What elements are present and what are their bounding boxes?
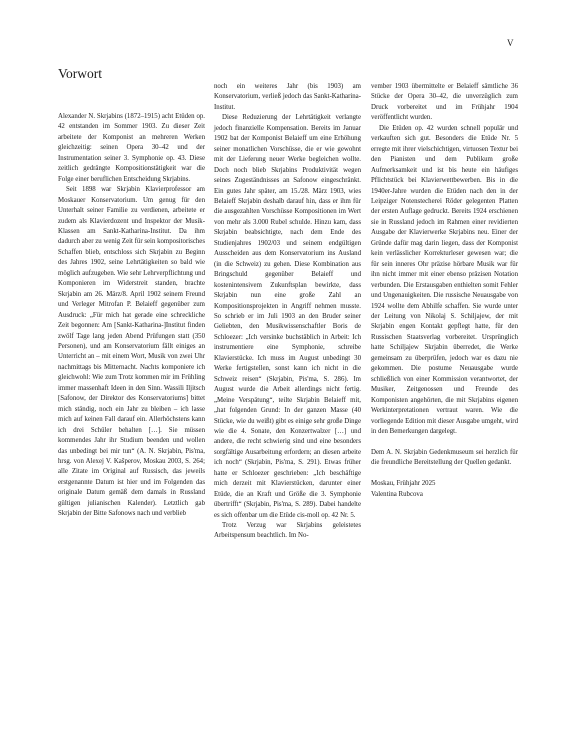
text-column-1 bbox=[58, 112, 205, 520]
page-number: V bbox=[507, 38, 514, 48]
text-column-3 bbox=[371, 82, 518, 500]
paragraph: Diese Reduzierung der Lehrtätigkeit verlangte jedoch finanzielle Kompensation. Bereits im Januar 1902 bat der Komponist Belaieff um eine Erhöhung seiner monatlichen Vorschüsse, die er wie gewohnt mit der Lieferung neuer Werke begleichen wollte. Doch noch blieb Skrjabins Produktivität wegen seines Zugeständnisses an Safonow eingeschränkt. Ein gutes Jahr später, am 15./28. März 1903, wies Belaieff Skrjabin deshalb darauf hin, dass er ihm für die ausgezahlten Vorschüsse Kompositionen im Wert von mehr als 3.000 Rubel schulde. Hinzu kam, dass Skrjabin beabsichtigte, nach dem Ende des Studienjahres 1902/03 und seinem endgültigen Ausscheiden aus dem Konservatorium ins Ausland (in die Schweiz) zu gehen. Diese Kombination aus Bringschuld gegenüber Belaieff und kostenintensivem Zukunftsplan bewirkte, dass Skrjabin nun eine große Zahl an Kompositionsprojekten in Angriff nehmen musste. So schrieb er im Juli 1903 an den Bruder seiner Geliebten, den Musikwissenschaftler Boris de Schloezer: „Ich versinke buchstäblich in Arbeit: Ich instrumentiere eine Symphonie, schreibe Klavierstücke. Ich muss im August unbedingt 30 Werke fertigstellen, sonst kann ich nicht in die Schweiz reisen“ (Skrjabin, Pis'ma, S. 286). Im August wurde die Arbeit allerdings nicht fertig. „Meine Verspätung“, teilte Skrjabin Belaieff mit, „hat folgenden Grund: In der ganzen Masse (40 Stücke, wie du weißt) gibt es einige sehr große Dinge wie die 4. Sonate, den Konzertwalzer […] und andere, die recht schwierig sind und eine besonders sorgfältige Ausarbeitung erfordern; an diesen arbeite ich noch“ (Skrjabin, Pis'ma, S. 291). Etwas früher hatte er Schloezer geschrieben: „Ich beschäftige mich derzeit mit Klavierstücken, darunter einer Etüde, die an Kraft und Größe die 3. Symphonie übertrifft“ (Skrjabin, Pis'ma, S. 289). Dabei handelte es sich offenbar um die Etüde cis-moll op. 42 Nr. 5. bbox=[214, 114, 361, 519]
paragraph: Alexander N. Skrjabins (1872–1915) acht Etüden op. 42 entstanden im Sommer 1903. Zu dieser Zeit arbeitete der Komponist an mehreren Werken gleichzeitig: seinen Opera 30–42 und der Instrumentation seiner 3. Symphonie op. 43. Diese zeitlich gedrängte Kompositionstätigkeit war die Folge einer beruflichen Entscheidung Skrjabins. bbox=[58, 113, 205, 183]
text-column-2 bbox=[214, 82, 361, 542]
paragraph: Die Etüden op. 42 wurden schnell populär und verkauften sich gut. Besonders die Etüde Nr. 5 erregte mit ihrer vielschichtigen, virtuosen Textur bei den Pianisten und dem Publikum große Aufmerksamkeit und ist bis heute ein häufiges Pflichtstück bei Klavierwettbewerben. Bis in die 1940er-Jahre wurden die Etüden nach den in der Leipziger Notenstecherei Röder gelegenten Platten der ersten Auflage gedruckt. Bereits 1924 erschienen sie in Russland jedoch im Rahmen einer revidierten Ausgabe der Klavierwerke Skrjabins neu. Einer der Gründe dafür mag darin liegen, dass der Komponist kein verlässlicher Korrekturleser gewesen war; die für sein inneres Ohr präzise hörbare Musik war für ihn nicht immer mit einer ebenso präzisen Notation verbunden. Die Erstausgaben enthielten somit Fehler und Ungenauigkeiten. Die russische Neuausgabe von 1924 wollte dem Abhilfe schaffen. Sie wurde unter der Leitung von Nikolaj S. Schiljajew, der mit Skrjabin engen Kontakt gepflegt hatte, für den Russischen Staatsverlag vorbereitet. Ursprünglich hatte Schiljajew Skrjabin überredet, die Werke gemeinsam zu überprüfen, jedoch war es dazu nie gekommen. Die postume Neuausgabe wurde schließlich von einer Kommission verantwortet, der Musiker, Zeitgenossen und Freunde des Komponisten angehörten, die mit Skrjabins eigenen Werkinterpretationen vertraut waren. Wie die vorliegende Edition mit dieser Ausgabe umgeht, wird in den Bemerkungen dargelegt. bbox=[371, 124, 518, 435]
paragraph: vember 1903 übermittelte er Belaieff sämtliche 36 Stücke der Opera 30–42, die unverzüglich zum Druck vorbereitet und im Frühjahr 1904 veröffentlicht wurden. bbox=[371, 83, 518, 122]
acknowledgement: Dem A. N. Skrjabin Gedenkmuseum sei herzlich für die freundliche Bereitstellung der Quellen gedankt. bbox=[371, 448, 518, 467]
place-date: Moskau, Frühjahr 2025 bbox=[371, 480, 436, 488]
paragraph: noch ein weiteres Jahr (bis 1903) am Konservatorium, verließ jedoch das Sankt-Katharina-Institut. bbox=[214, 83, 361, 111]
paragraph: Seit 1898 war Skrjabin Klavierprofessor am Moskauer Konservatorium. Um genug für den Unterhalt seiner Familie zu verdienen, arbeitete er zudem als Klavierdozent und Inspektor der Musik-Klassen am Sankt-Katharina-Institut. Da ihm dadurch aber zu wenig Zeit für sein kompositorisches Schaffen blieb, entschloss sich Skrjabin zu Beginn des Jahres 1902, seine Lehrtätigkeiten so bald wie möglich aufzugeben. Wie sehr Lehrverpflichtung und Komponieren im Widerstreit standen, brachte Skrjabin am 26. März/8. April 1902 seinem Freund und Verleger Mitrofan P. Belaieff gegenüber zum Ausdruck: „Für mich hat gerade eine schreckliche Zeit begonnen: Am [Sankt-Katharina-]Institut finden zwölf Tage lang jeden Abend Prüfungen statt (350 Personen), und am Konservatorium fällt einiges an Unterricht an – mit einem Wort, Musik von zwei Uhr nachmittags bis Mitternacht. Nachts komponiere ich gleichwohl: Wie zum Trotz kommen mir im Frühling immer massenhaft Ideen in den Sinn. Wassili Iljitsch [Safonow, der Direktor des Konservatoriums] bittet mich ständig, noch ein Jahr zu bleiben – ich lasse mich auf keinen Fall darauf ein. Allerhöchstens kann ich drei Schüler behalten […]. Sie müssen kommendes Jahr ihr Studium beenden und wollen das unbedingt bei mir tun“ (A. N. Skrjabin, Pis'ma, hrsg. von Alexej V. Kašperov, Moskau 2003, S. 264; alle Zitate im Original auf Russisch, das jeweils erstgenannte Datum ist hier und im Folgenden das originale Datum gemäß dem damals in Russland gültigen julianischen Kalender). Letztlich gab Skrjabin der Bitte Safonows nach und verblieb bbox=[58, 186, 205, 518]
page-title: Vorwort bbox=[58, 66, 103, 81]
paragraph: Trotz Verzug war Skrjabins geleistetes Arbeitspensum beachtlich. Im No- bbox=[214, 522, 361, 540]
author-name: Valentina Rubcova bbox=[371, 490, 423, 498]
